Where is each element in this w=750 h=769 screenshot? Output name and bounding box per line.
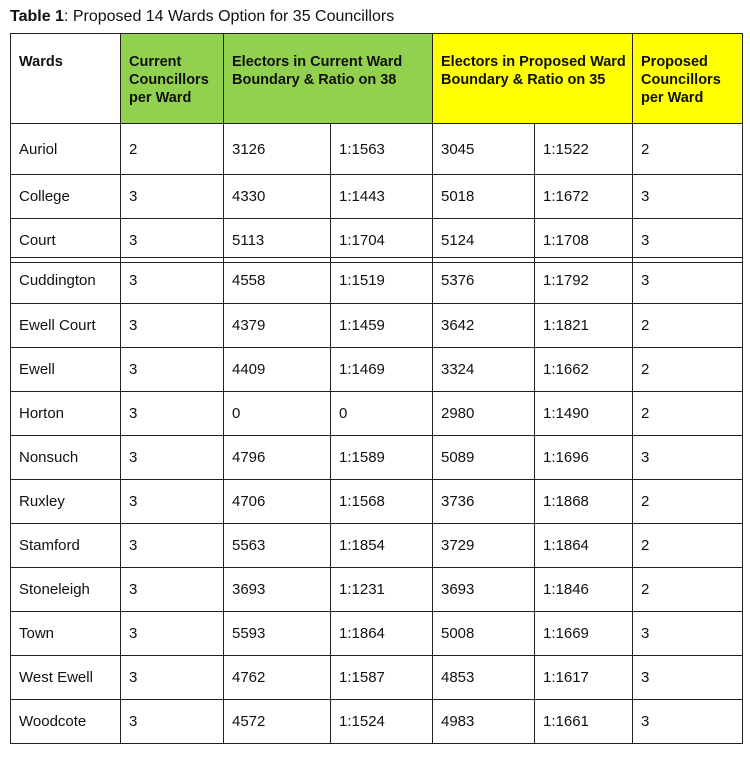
proposed-councillors-cell: 3 [633,258,743,304]
ward-name-cell: Woodcote [11,700,121,744]
proposed-ratio-cell: 1:1522 [535,124,633,175]
proposed-electors-cell: 4983 [433,700,535,744]
current-councillors-cell: 3 [121,304,224,348]
current-electors-cell: 4762 [224,656,331,700]
proposed-ratio-cell: 1:1490 [535,392,633,436]
proposed-electors-cell: 5124 [433,219,535,263]
ward-name-cell: Horton [11,392,121,436]
current-councillors-cell: 3 [121,568,224,612]
ward-name-cell: Auriol [11,124,121,175]
proposed-councillors-cell: 3 [633,656,743,700]
proposed-ratio-cell: 1:1868 [535,480,633,524]
current-ratio-cell: 1:1704 [331,219,433,263]
table-row [11,348,743,392]
table-row [11,124,743,175]
proposed-ratio-cell: 1:1617 [535,656,633,700]
proposed-electors-cell: 4853 [433,656,535,700]
proposed-councillors-cell: 2 [633,304,743,348]
ward-name-cell: Ewell [11,348,121,392]
current-ratio-cell: 1:1864 [331,612,433,656]
ward-name-cell: Nonsuch [11,436,121,480]
current-ratio-cell: 1:1469 [331,348,433,392]
header-row [11,34,743,124]
current-electors-cell: 4409 [224,348,331,392]
header-electors-current: Electors in Current Ward Boundary & Ratio on 38 [224,34,433,124]
proposed-councillors-cell: 2 [633,568,743,612]
proposed-electors-cell: 2980 [433,392,535,436]
proposed-councillors-cell: 3 [633,175,743,219]
table-row [11,568,743,612]
table-row [11,524,743,568]
current-ratio-cell: 1:1568 [331,480,433,524]
current-electors-cell: 4572 [224,700,331,744]
current-councillors-cell: 3 [121,175,224,219]
table-row [11,392,743,436]
current-ratio-cell: 0 [331,392,433,436]
ward-name-cell: Cuddington [11,258,121,304]
proposed-electors-cell: 3642 [433,304,535,348]
table-caption [10,8,394,26]
proposed-councillors-cell: 2 [633,524,743,568]
caption-prefix: Table 1 [10,8,64,25]
current-councillors-cell: 3 [121,436,224,480]
current-electors-cell: 4379 [224,304,331,348]
proposed-electors-cell: 3693 [433,568,535,612]
table-row [11,656,743,700]
table-row [11,612,743,656]
table-row [11,175,743,219]
proposed-councillors-cell: 2 [633,124,743,175]
current-councillors-cell: 2 [121,124,224,175]
proposed-councillors-cell: 2 [633,392,743,436]
proposed-ratio-cell: 1:1792 [535,258,633,304]
current-ratio-cell: 1:1443 [331,175,433,219]
ward-name-cell: Stamford [11,524,121,568]
proposed-ratio-cell: 1:1708 [535,219,633,263]
ward-name-cell: Ewell Court [11,304,121,348]
ward-name-cell: College [11,175,121,219]
current-ratio-cell: 1:1563 [331,124,433,175]
proposed-ratio-cell: 1:1662 [535,348,633,392]
current-ratio-cell: 1:1519 [331,258,433,304]
table-row [11,219,743,263]
proposed-ratio-cell: 1:1696 [535,436,633,480]
current-electors-cell: 4796 [224,436,331,480]
table-row [11,304,743,348]
current-electors-cell: 5593 [224,612,331,656]
current-ratio-cell: 1:1459 [331,304,433,348]
current-councillors-cell: 3 [121,348,224,392]
proposed-councillors-cell: 3 [633,219,743,263]
proposed-electors-cell: 5018 [433,175,535,219]
proposed-councillors-cell: 3 [633,612,743,656]
proposed-electors-cell: 3324 [433,348,535,392]
ward-name-cell: Ruxley [11,480,121,524]
wards-table-top [10,33,743,263]
proposed-ratio-cell: 1:1821 [535,304,633,348]
current-councillors-cell: 3 [121,392,224,436]
table-row [11,480,743,524]
proposed-councillors-cell: 3 [633,700,743,744]
header-current-councillors: Current Councillors per Ward [121,34,224,124]
header-wards: Wards [11,34,121,124]
header-proposed-councillors: Proposed Councillors per Ward [633,34,743,124]
current-ratio-cell: 1:1524 [331,700,433,744]
current-electors-cell: 4706 [224,480,331,524]
current-councillors-cell: 3 [121,656,224,700]
proposed-ratio-cell: 1:1846 [535,568,633,612]
current-ratio-cell: 1:1231 [331,568,433,612]
proposed-councillors-cell: 2 [633,348,743,392]
wards-table-bottom [10,257,743,744]
current-councillors-cell: 3 [121,524,224,568]
current-ratio-cell: 1:1854 [331,524,433,568]
current-councillors-cell: 3 [121,612,224,656]
ward-name-cell: West Ewell [11,656,121,700]
proposed-councillors-cell: 2 [633,480,743,524]
proposed-electors-cell: 3729 [433,524,535,568]
current-electors-cell: 4330 [224,175,331,219]
current-councillors-cell: 3 [121,258,224,304]
proposed-electors-cell: 3045 [433,124,535,175]
proposed-ratio-cell: 1:1672 [535,175,633,219]
proposed-electors-cell: 5008 [433,612,535,656]
current-electors-cell: 5563 [224,524,331,568]
current-electors-cell: 5113 [224,219,331,263]
proposed-ratio-cell: 1:1864 [535,524,633,568]
table-row [11,700,743,744]
header-electors-proposed: Electors in Proposed Ward Boundary & Ratio on 35 [433,34,633,124]
ward-name-cell: Town [11,612,121,656]
current-electors-cell: 0 [224,392,331,436]
current-electors-cell: 3693 [224,568,331,612]
current-councillors-cell: 3 [121,480,224,524]
current-ratio-cell: 1:1587 [331,656,433,700]
current-electors-cell: 4558 [224,258,331,304]
proposed-councillors-cell: 3 [633,436,743,480]
current-electors-cell: 3126 [224,124,331,175]
table-row [11,258,743,304]
table-top-body [11,124,743,263]
proposed-electors-cell: 5376 [433,258,535,304]
proposed-ratio-cell: 1:1669 [535,612,633,656]
proposed-electors-cell: 5089 [433,436,535,480]
table-bottom-body [11,258,743,744]
proposed-ratio-cell: 1:1661 [535,700,633,744]
ward-name-cell: Court [11,219,121,263]
current-ratio-cell: 1:1589 [331,436,433,480]
current-councillors-cell: 3 [121,700,224,744]
ward-name-cell: Stoneleigh [11,568,121,612]
proposed-electors-cell: 3736 [433,480,535,524]
current-councillors-cell: 3 [121,219,224,263]
caption-text: : Proposed 14 Wards Option for 35 Councillors [63,8,395,25]
table-row [11,436,743,480]
